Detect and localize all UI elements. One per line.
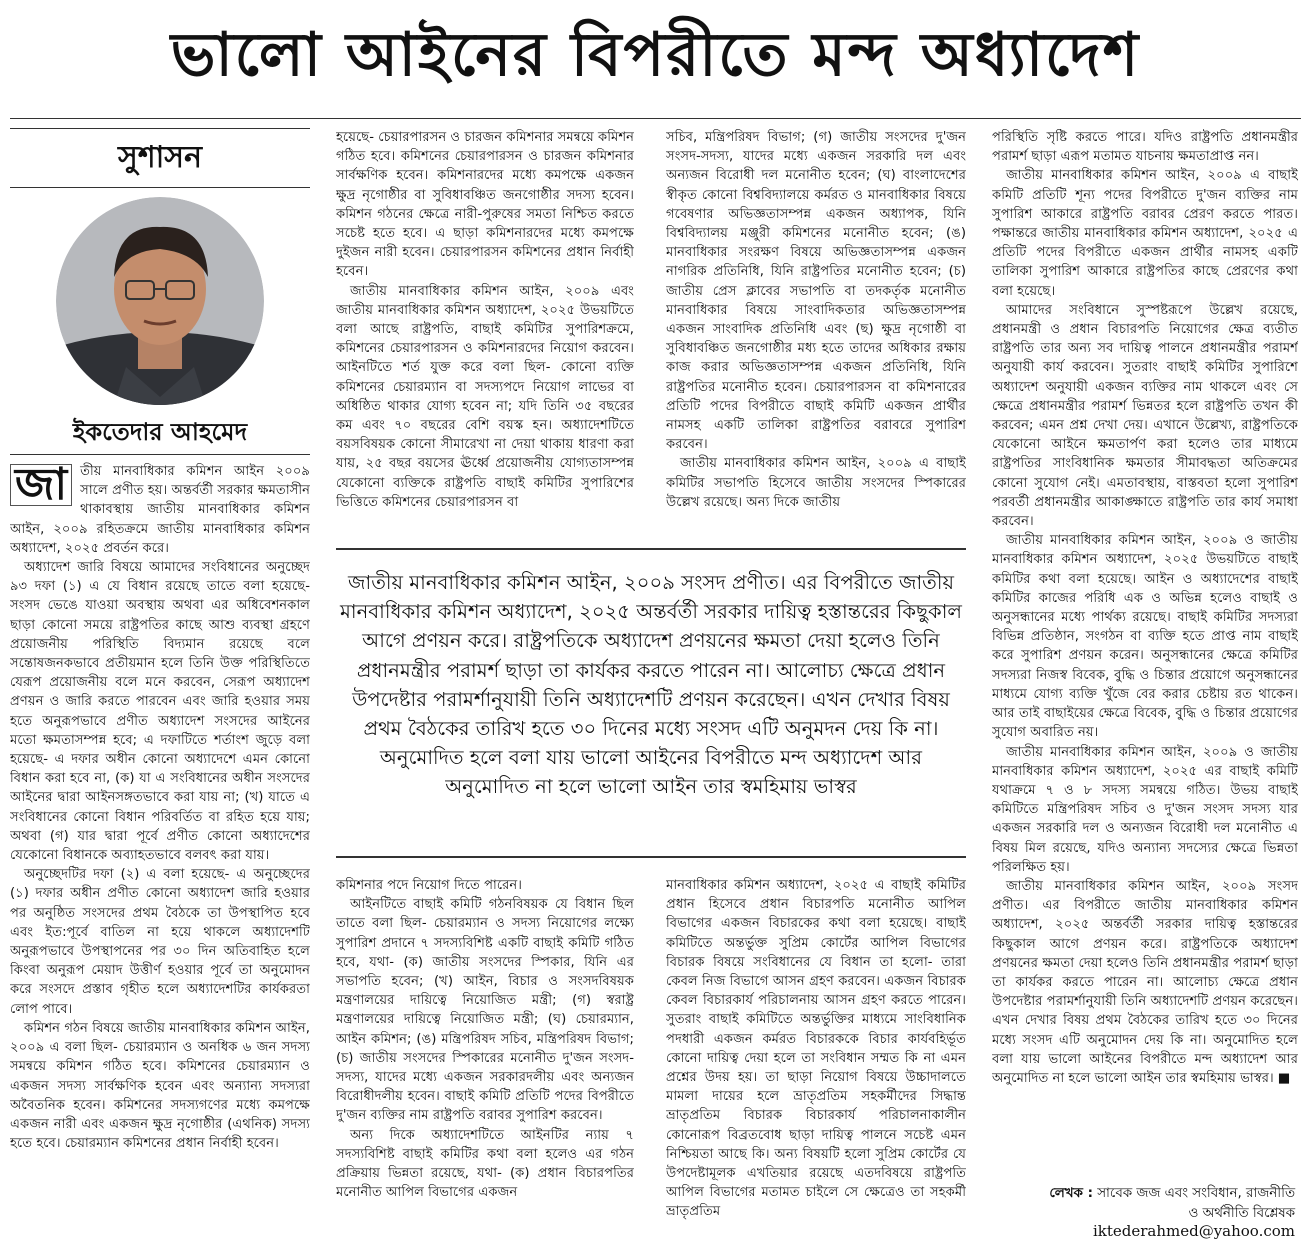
section-label: সুশাসন: [10, 128, 310, 188]
paragraph: আমাদের সংবিধানে সুস্পষ্টরূপে উল্লেখ রয়েছে, প্রধানমন্ত্রী ও প্রধান বিচারপতি নিয়োগের ক্ষেত্র ব্যতীত রাষ্ট্রপতি তার অন্য সব দায়িত্ব পালনে প্রধানমন্ত্রীর পরামর্শ অনুযায়ী কার্য করবেন। সুতরাং বাছাই কমিটির সুপারিশে অধ্যাদেশ অনুযায়ী একজন ব্যক্তির নাম থাকলে এবং সে ক্ষেত্রে প্রধানমন্ত্রীর পরামর্শ ভিন্নতর হলে রাষ্ট্রপতি তখন কী করবেন; এমন প্রশ্ন দেখা দেয়। এখানে উল্লেখ্য, রাষ্ট্রপতিকে যেকোনো আইনে ক্ষমতার্পণ করা হলেও তার মাধ্যমে রাষ্ট্রপতির সাংবিধানিক ক্ষমতার সীমাবদ্ধতা অতিক্রমের কোনো সুযোগ নেই। এমতাবস্থায়, বাস্তবতা হলো সুপারিশ পরবর্তী প্রধানমন্ত্রীর আকাঙ্ক্ষাতে রাষ্ট্রপতি তার কার্য সমাধা করবেন।: [992, 302, 1298, 530]
pullquote-top-rule: [336, 548, 966, 550]
column-2-bottom: [336, 876, 634, 1242]
paragraph: অধ্যাদেশ জারি বিষয়ে আমাদের সংবিধানের অনুচ্ছেদ ৯৩ দফা (১) এ যে বিধান রয়েছে তাতে বলা হয়েছে- সংসদ ভেঙে যাওয়া অবস্থায় অথবা এর অধিবেশনকাল ছাড়া কোনো সময়ে রাষ্ট্রপতির কাছে আশু ব্যবস্থা গ্রহণে প্রয়োজনীয় পরিস্থিতি বিদ্যমান রয়েছে বলে সন্তোষজনকভাবে প্রতীয়মান হলে তিনি উক্ত পরিস্থিতিতে যেরূপ প্রয়োজনীয় বলে মনে করবেন, সেরূপ অধ্যাদেশ প্রণয়ন ও জারি করতে পারবেন এবং জারি হওয়ার সময় হতে অনুরূপভাবে প্রণীত অধ্যাদেশ সংসদের আইনের মতো ক্ষমতাসম্পন্ন হবে; এ দফাটিতে শর্তাংশ জুড়ে বলা হয়েছে- এ দফার অধীন কোনো অধ্যাদেশে এমন কোনো বিধান করা হবে না, (ক) যা এ সংবিধানের অধীন সংসদের আইনের দ্বারা আইনসঙ্গতভাবে করা যায় না; (খ) যাতে এ সংবিধানের কোনো বিধান পরিবর্তিত বা রহিত হয়ে যায়; অথবা (গ) যার দ্বারা পূর্বে প্রণীত কোনো অধ্যাদেশের যেকোনো বিধানকে অব্যাহতভাবে বলবৎ করা যায়।: [10, 560, 310, 864]
paragraph: জাতীয় মানবাধিকার কমিশন আইন, ২০০৯ ও জাতীয় মানবাধিকার কমিশন অধ্যাদেশ, ২০২৫ এর বাছাই কমিটি যথাক্রমে ৭ ও ৮ সদস্য সমন্বয়ে গঠিত। উভয় বাছাই কমিটিতে মন্ত্রিপরিষদ সচিব ও দু'জন সংসদ সদস্য যার একজন সরকারি দল ও অন্যজন বিরোধী দল মনোনীত এ বিষয় মিল রয়েছে, যদিও অন্যান্য সদস্যের ক্ষেত্রে ভিন্নতা পরিলক্ষিত হয়।: [992, 744, 1298, 875]
paragraph: সচিব, মন্ত্রিপরিষদ বিভাগ; (গ) জাতীয় সংসদের দু'জন সংসদ-সদস্য, যাদের মধ্যে একজন সরকারি দল এবং অন্যজন বিরোধী দল মনোনীত হবেন; (ঘ) বাংলাদেশের স্বীকৃত কোনো বিশ্ববিদ্যালয়ে কর্মরত ও মানবাধিকার বিষয়ে গবেষণার অভিজ্ঞতাসম্পন্ন একজন অধ্যাপক, যিনি বিশ্ববিদ্যালয় মঞ্জুরী কমিশনের মনোনীত হবেন; (ঙ) মানবাধিকার সংরক্ষণ বিষয়ে অভিজ্ঞতাসম্পন্ন একজন নাগরিক প্রতিনিধি, যিনি রাষ্ট্রপতির মনোনীত হবেন; (চ) জাতীয় প্রেস ক্লাবের সভাপতি বা তদকর্তৃক মনোনীত মানবাধিকার বিষয়ে সাংবাদিকতার অভিজ্ঞতাসম্পন্ন একজন সাংবাদিক প্রতিনিধি এবং (ছ) ক্ষুদ্র নৃগোষ্ঠী বা সুবিধাবঞ্চিত জনগোষ্ঠীর মধ্য হতে তাদের অধিকার রক্ষায় কাজ করার অভিজ্ঞতাসম্পন্ন একজন প্রতিনিধি, যিনি রাষ্ট্রপতির মনোনীত হবেন। চেয়ারপারসন বা কমিশনারের প্রতিটি পদের বিপরীতে বাছাই কমিটি একজন প্রার্থীর নামসহ একটি তালিকা রাষ্ট্রপতির বরাবরে সুপারিশ করবেন।: [666, 130, 966, 453]
paragraph: হয়েছে- চেয়ারপারসন ও চারজন কমিশনার সমন্বয়ে কমিশন গঠিত হবে। কমিশনের চেয়ারপারসন ও চারজন কমিশনার সার্বক্ষণিক হবেন। কমিশনারদের মধ্যে কমপক্ষে একজন ক্ষুদ্র নৃগোষ্ঠীর বা সুবিধাবঞ্চিত জনগোষ্ঠীর সদস্য হবেন। কমিশন গঠনের ক্ষেত্রে নারী-পুরুষের সমতা নিশ্চিত করতে সচেষ্ট হতে হবে। এ ছাড়া কমিশনারদের মধ্যে কমপক্ষে দুইজন নারী হবেন। চেয়ারপারসন কমিশনের প্রধান নির্বাহী হবেন।: [336, 130, 634, 280]
pullquote: জাতীয় মানবাধিকার কমিশন আইন, ২০০৯ সংসদ প্রণীত। এর বিপরীতে জাতীয় মানবাধিকার কমিশন অধ্যাদেশ, ২০২৫ অন্তর্বর্তী সরকার দায়িত্ব হস্তান্তরের কিছুকাল আগে প্রণয়ন করে। রাষ্ট্রপতিকে অধ্যাদেশ প্রণয়নের ক্ষমতা দেয়া হলেও তিনি প্রধানমন্ত্রীর পরামর্শ ছাড়া তা কার্যকর করতে পারেন না। আলোচ্য ক্ষেত্রে প্রধান উপদেষ্টার পরামর্শানুযায়ী তিনি অধ্যাদেশটি প্রণয়ন করেছেন। এখন দেখার বিষয় প্রথম বৈঠকের তারিখ হতে ৩০ দিনের মধ্যে সংসদ এটি অনুমদন দেয় কি না। অনুমোদিত হলে বলা যায় ভালো আইনের বিপরীতে মন্দ অধ্যাদেশ আর অনুমোদিত না হলে ভালো আইন তার স্বমহিমায় ভাস্বর: [340, 571, 962, 799]
paragraph: আইনটিতে বাছাই কমিটি গঠনবিষয়ক যে বিধান ছিল তাতে বলা ছিল- চেয়ারম্যান ও সদস্য নিয়োগের লক্ষ্যে সুপারিশ প্রদানে ৭ সদস্যবিশিষ্ট একটি বাছাই কমিটি গঠিত হবে, যথা- (ক) জাতীয় সংসদের স্পিকার, যিনি এর সভাপতি হবেন; (খ) আইন, বিচার ও সংসদবিষয়ক মন্ত্রণালয়ের দায়িত্বে নিয়োজিত মন্ত্রী; (গ) স্বরাষ্ট্র মন্ত্রণালয়ের দায়িত্বে নিয়োজিত মন্ত্রী; (ঘ) চেয়ারম্যান, আইন কমিশন; (ঙ) মন্ত্রিপরিষদ সচিব, মন্ত্রিপরিষদ বিভাগ; (চ) জাতীয় সংসদের স্পিকারের মনোনীত দু'জন সংসদ-সদস্য, যাদের মধ্যে একজন সরকারদলীয় এবং অন্যজন বিরোধীদলীয় হবেন। বাছাই কমিটি প্রতিটি পদের বিপরীতে দু'জন ব্যক্তির নাম রাষ্ট্রপতি বরাবর সুপারিশ করবেন।: [336, 897, 634, 1124]
paragraph: জাতীয় মানবাধিকার কমিশন আইন, ২০০৯ এবং জাতীয় মানবাধিকার কমিশন অধ্যাদেশ, ২০২৫ উভয়টিতে বলা আছে রাষ্ট্রপতি, বাছাই কমিটির সুপারিশক্রমে, কমিশনের চেয়ারপারসন ও কমিশনারদের নিয়োগ করবেন। আইনটিতে শর্ত যুক্ত করে বলা ছিল- কোনো ব্যক্তি কমিশনের চেয়ারম্যান বা সদস্যপদে নিয়োগ লাভের বা অধিষ্ঠিত থাকার যোগ্য হবেন না; যদি তিনি ৩৫ বছরের কম এবং ৭০ বছরের বেশি বয়স্ক হন। অধ্যাদেশটিতে বয়সবিষয়ক কোনো সীমারেখা না দেয়া থাকায় ধারণা করা যায়, ২৫ বছর বয়সের ঊর্ধ্বে প্রয়োজনীয় যোগ্যতাসম্পন্ন যেকোনো ব্যক্তিকে রাষ্ট্রপতি বাছাই কমিটির সুপারিশের ভিত্তিতে কমিশনের চেয়ারপারসন বা: [336, 283, 634, 510]
column-3-top: [666, 128, 966, 534]
column-3-bottom: [666, 876, 966, 1242]
paragraph: অনুচ্ছেদটির দফা (২) এ বলা হয়েছে- এ অনুচ্ছেদের (১) দফার অধীন প্রণীত কোনো অধ্যাদেশ জারি হওয়ার পর অনুষ্ঠিত সংসদের প্রথম বৈঠকে তা উপস্থাপিত হবে এবং ইত:পূর্বে বাতিল না হয়ে থাকলে অধ্যাদেশটি অনুরূপভাবে উপস্থাপনের পর ৩০ দিন অতিবাহিত হলে কিংবা অনুরূপ মেয়াদ উত্তীর্ণ হওয়ার পূর্বে তা অনুমোদন করে সংসদে প্রস্তাব গৃহীত হলে অধ্যাদেশটির কার্যকরতা লোপ পাবে।: [10, 867, 310, 1017]
credit-line-2: ও অর্থনীতি বিশ্লেষক: [1188, 1206, 1295, 1221]
paragraph: পরিস্থিতি সৃষ্টি করতে পারে। যদিও রাষ্ট্রপতি প্রধানমন্ত্রীর পরামর্শ ছাড়া এরূপ মতামত যাচনায় ক্ষমতাপ্রাপ্ত নন।: [992, 130, 1298, 165]
credit-label: লেখক :: [1049, 1186, 1093, 1201]
paragraph: জাতীয় মানবাধিকার কমিশন আইন, ২০০৯ সংসদ প্রণীত। এর বিপরীতে জাতীয় মানবাধিকার কমিশন অধ্যাদেশ, ২০২৫ অন্তর্বর্তী সরকার দায়িত্ব হস্তান্তরের কিছুকাল আগে প্রণয়ন করে। রাষ্ট্রপতিকে অধ্যাদেশ প্রণয়নের ক্ষমতা দেয়া হলেও তিনি প্রধানমন্ত্রীর পরামর্শ ছাড়া তা কার্যকর করতে পারেন না। আলোচ্য ক্ষেত্রে প্রধান উপদেষ্টার পরামর্শানুযায়ী তিনি অধ্যাদেশটি প্রণয়ন করেছেন। এখন দেখার বিষয় প্রথম বৈঠকের তারিখ হতে ৩০ দিনের মধ্যে সংসদ এটি অনুমোদন দেয় কি না। অনুমোদিত হলে বলা যায় ভালো আইনের বিপরীতে মন্দ অধ্যাদেশ আর অনুমোদিত না হলে ভালো আইন তার স্বমহিমায় ভাস্বর। ■: [992, 878, 1298, 1086]
column-1: [10, 462, 310, 1242]
paragraph: জাতীয় মানবাধিকার কমিশন আইন, ২০০৯ ও জাতীয় মানবাধিকার কমিশন অধ্যাদেশ, ২০২৫ উভয়টিতে বাছাই কমিটির কথা বলা হয়েছে। আইন ও অধ্যাদেশের বাছাই কমিটির কাজের পরিধি এক ও অভিন্ন হলেও বাছাই ও অনুসন্ধানের মধ্যে পার্থক্য রয়েছে। বাছাই কমিটির সদস্যরা বিভিন্ন প্রতিষ্ঠান, সংগঠন বা ব্যক্তি হতে প্রাপ্ত নাম বাছাই করে সুপারিশ প্রণয়ন করেন। অনুসন্ধানের ক্ষেত্রে কমিটির সদস্যরা নিজস্ব বিবেক, বুদ্ধি ও চিন্তার প্রয়োগে অনুসন্ধানের মাধ্যমে যোগ্য ব্যক্তি খুঁজে বের করার চেষ্টায় রত থাকেন। আর তাই বাছাইয়ের ক্ষেত্রে বিবেক, বুদ্ধি ও চিন্তার প্রয়োগের সুযোগ অবারিত নয়।: [992, 533, 1298, 741]
paragraph: কমিশন গঠন বিষয়ে জাতীয় মানবাধিকার কমিশন আইন, ২০০৯ এ বলা ছিল- চেয়ারম্যান ও অনধিক ৬ জন সদস্য সমন্বয়ে কমিশন গঠিত হবে। কমিশনের চেয়ারম্যান ও একজন সদস্য সার্বক্ষণিক হবেন এবং অন্যান্য সদস্যরা অবৈতনিক হবেন। কমিশনের সদস্যগণের মধ্যে কমপক্ষে একজন নারী এবং একজন ক্ষুদ্র নৃগোষ্ঠীর (এথনিক) সদস্য হতে হবে। চেয়ারম্যান কমিশনের প্রধান নির্বাহী হবেন।: [10, 1020, 310, 1152]
paragraph: জাতীয় মানবাধিকার কমিশন আইন, ২০০৯ এ বাছাই কমিটি প্রতিটি শূন্য পদের বিপরীতে দু'জন ব্যক্তির নাম সুপারিশ আকারে রাষ্ট্রপতি বরাবর প্রেরণ করতে পারত। পক্ষান্তরে জাতীয় মানবাধিকার কমিশন অধ্যাদেশ, ২০২৫ এ প্রতিটি পদের বিপরীতে একজন প্রার্থীর নামসহ একটি তালিকা সুপারিশ আকারে রাষ্ট্রপতির কাছে প্রেরণের কথা বলা হয়েছে।: [992, 168, 1298, 299]
headline: ভালো আইনের বিপরীতে মন্দ অধ্যাদেশ: [170, 20, 1141, 90]
paragraph: [10, 462, 310, 558]
column-2-top: [336, 128, 634, 534]
pullquote-bottom-rule: [336, 856, 966, 858]
credit-line-1: সাবেক জজ এবং সংবিধান, রাজনীতি: [1097, 1186, 1295, 1201]
paragraph: কমিশনার পদে নিয়োগ দিতে পারেন।: [336, 878, 523, 893]
paragraph: জাতীয় মানবাধিকার কমিশন আইন, ২০০৯ এ বাছাই কমিটির সভাপতি হিসেবে জাতীয় সংসদের স্পিকারের উল্লেখ রয়েছে। অন্য দিকে জাতীয়: [666, 456, 966, 510]
dropcap: জা: [10, 464, 72, 506]
author-divider: [10, 454, 310, 455]
paragraph-text: তীয় মানবাধিকার কমিশন আইন ২০০৯ সালে প্রণীত হয়। অন্তর্বর্তী সরকার ক্ষমতাসীন থাকাবস্থায় জাতীয় মানবাধিকার কমিশন আইন, ২০০৯ রহিতক্রমে জাতীয় মানবাধিকার কমিশন অধ্যাদেশ, ২০২৫ প্রবর্তন করে।: [10, 464, 310, 556]
author-portrait-icon: [56, 197, 264, 405]
author-credit: [1049, 1184, 1295, 1224]
author-email[interactable]: iktederahmed@yahoo.com: [1092, 1222, 1295, 1240]
paragraph: মানবাধিকার কমিশন অধ্যাদেশ, ২০২৫ এ বাছাই কমিটির প্রধান হিসেবে প্রধান বিচারপতি মনোনীত আপিল বিভাগের একজন বিচারকের কথা বলা হয়েছে। বাছাই কমিটিতে অন্তর্ভুক্ত সুপ্রিম কোর্টের আপিল বিভাগের বিচারক বিষয়ে সংবিধানের যে বিধান তা হলো- তারা কেবল নিজ বিভাগে আসন গ্রহণ করবেন। একজন বিচারক কেবল বিচারকার্য পরিচালনায় আসন গ্রহণ করতে পারেন। সুতরাং বাছাই কমিটিতে অন্তর্ভুক্তির মাধ্যমে সাংবিধানিক পদধারী একজন কর্মরত বিচারককে বিচার কার্যবহির্ভূত কোনো দায়িত্ব দেয়া হলে তা সংবিধান সম্মত কি না এমন প্রশ্নের উদয় হয়। তা ছাড়া নিয়োগ বিষয়ে উচ্চাদালতে মামলা দায়ের হলে ভ্রাতৃপ্রতিম সহকর্মীদের সিদ্ধান্ত ভ্রাতৃপ্রতিম বিচারক বিচারকার্য পরিচালনাকালীন কোনোরূপ বিব্রতবোধ ছাড়া দায়িত্ব পালনে সচেষ্ট এমন নিশ্চিয়তা আছে কি। অন্য বিষয়টি হলো সুপ্রিম কোর্টের যে উপদেষ্টামূলক এখতিয়ার রয়েছে এতদবিষয়ে রাষ্ট্রপতি আপিল বিভাগের মতামত চাইলে সে ক্ষেত্রেও তা সহকর্মী ভ্রাতৃপ্রতিম: [666, 878, 966, 1220]
column-4: [992, 128, 1298, 1180]
author-name: ইকতেদার আহমেদ: [72, 418, 248, 446]
paragraph: অন্য দিকে অধ্যাদেশটিতে আইনটির ন্যায় ৭ সদস্যবিশিষ্ট বাছাই কমিটির কথা বলা হলেও এর গঠন প্রক্রিয়ায় ভিন্নতা রয়েছে, যথা- (ক) প্রধান বিচারপতির মনোনীত আপিল বিভাগের একজন: [336, 1127, 634, 1201]
headline-divider: [10, 118, 1301, 119]
